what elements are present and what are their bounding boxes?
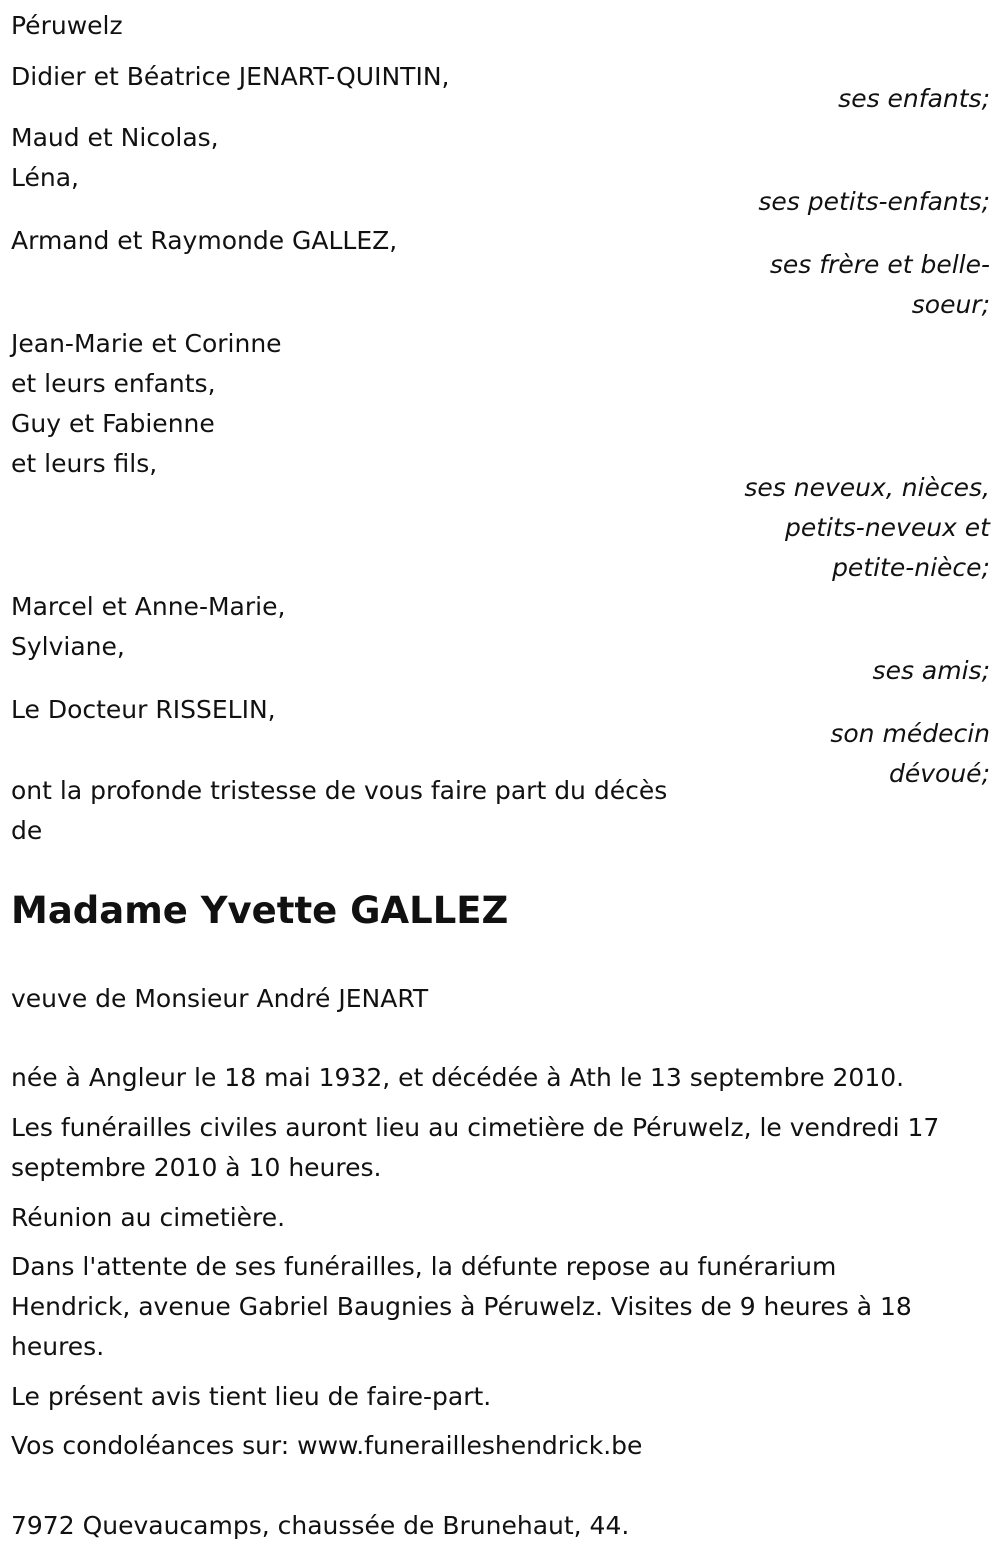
- relation-nephews: ses neveux, nièces,: [744, 473, 990, 502]
- family-names-nephews: et leurs enfants,: [11, 369, 216, 398]
- condolences-line: Vos condoléances sur: www.funerailleshendrick.be: [11, 1431, 643, 1460]
- deceased-name: Madame Yvette GALLEZ: [11, 889, 509, 932]
- relation-nephews: petite-nièce;: [832, 553, 990, 582]
- family-names-friends: Sylviane,: [11, 632, 125, 661]
- family-names-doctor: Le Docteur RISSELIN,: [11, 695, 276, 724]
- relation-siblings: soeur;: [911, 290, 990, 319]
- family-names-children: Didier et Béatrice JENART-QUINTIN,: [11, 62, 450, 91]
- family-names-nephews: et leurs fils,: [11, 449, 158, 478]
- announcement-text: de: [11, 816, 43, 845]
- relation-friends: ses amis;: [872, 656, 990, 685]
- detail-line: Dans l'attente de ses funérailles, la défunte repose au funérarium: [11, 1252, 837, 1281]
- family-names-friends: Marcel et Anne-Marie,: [11, 592, 286, 621]
- family-names-grandchildren: Léna,: [11, 163, 79, 192]
- relation-grandchildren: ses petits-enfants;: [758, 187, 990, 216]
- family-names-grandchildren: Maud et Nicolas,: [11, 123, 219, 152]
- relation-siblings: ses frère et belle-: [769, 250, 990, 279]
- relation-children: ses enfants;: [838, 84, 990, 113]
- family-names-nephews: Guy et Fabienne: [11, 409, 215, 438]
- widow-of-text: veuve de Monsieur André JENART: [11, 984, 429, 1013]
- family-names-siblings: Armand et Raymonde GALLEZ,: [11, 226, 398, 255]
- detail-line: heures.: [11, 1332, 105, 1361]
- detail-line: Hendrick, avenue Gabriel Baugnies à Péruwelz. Visites de 9 heures à 18: [11, 1292, 912, 1321]
- location-text: Péruwelz: [11, 11, 123, 40]
- detail-line: née à Angleur le 18 mai 1932, et décédée à Ath le 13 septembre 2010.: [11, 1063, 905, 1092]
- detail-line: Réunion au cimetière.: [11, 1203, 286, 1232]
- detail-line: Les funérailles civiles auront lieu au cimetière de Péruwelz, le vendredi 17: [11, 1113, 940, 1142]
- detail-line: septembre 2010 à 10 heures.: [11, 1153, 382, 1182]
- relation-doctor: son médecin: [830, 719, 990, 748]
- family-names-nephews: Jean-Marie et Corinne: [11, 329, 282, 358]
- detail-line: Le présent avis tient lieu de faire-part.: [11, 1382, 492, 1411]
- relation-doctor: dévoué;: [889, 759, 990, 788]
- address-text: 7972 Quevaucamps, chaussée de Brunehaut, 44.: [11, 1511, 630, 1540]
- relation-nephews: petits-neveux et: [784, 513, 990, 542]
- announcement-text: ont la profonde tristesse de vous faire part du décès: [11, 776, 668, 805]
